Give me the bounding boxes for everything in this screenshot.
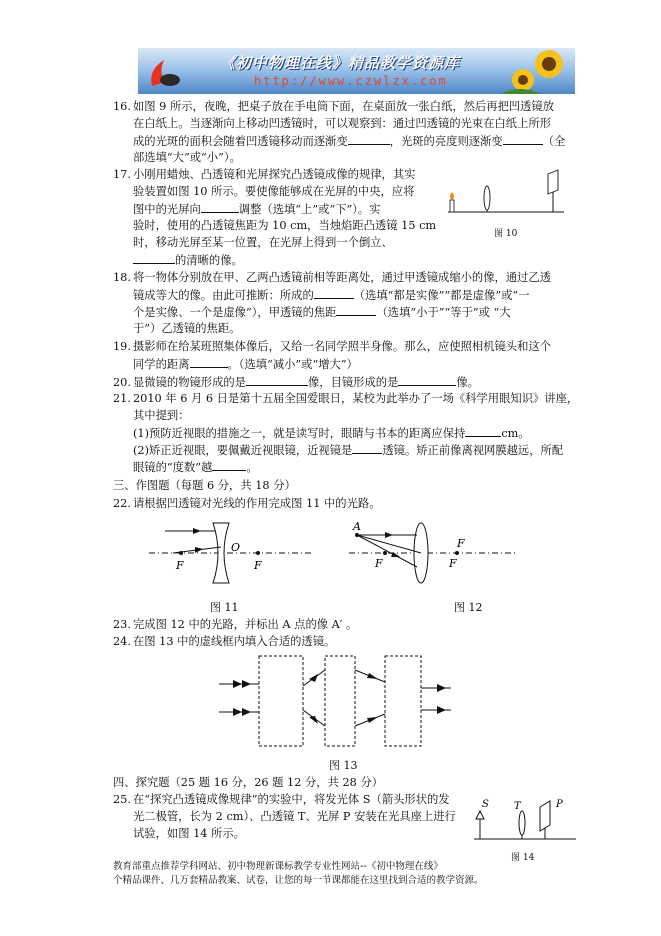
banner-url[interactable]: http://www.czwlzx.com xyxy=(254,74,448,88)
answer-blank[interactable] xyxy=(201,201,239,213)
q25-line2: 光二极管，长为 2 cm）、凸透镜 T、光屏 P 安装在光具座上进行 xyxy=(133,810,456,823)
q16-line3: 成的光斑的面积会随着凹透镜移动而逐渐变 ，光斑的亮度则逐渐变 （全 xyxy=(133,135,566,148)
figure-13-caption: 图 13 xyxy=(329,759,358,772)
figure-11-caption: 图 11 xyxy=(210,601,239,614)
q17-line4: 验时，使用的凸透镜焦距为 10 cm，当烛焰距凸透镜 15 cm xyxy=(133,219,437,232)
figure-13 xyxy=(215,652,455,752)
fig11-F1: F xyxy=(176,559,184,572)
answer-blank[interactable] xyxy=(398,374,456,386)
fig12-F2: F xyxy=(449,557,457,570)
q25-line3: 试验，如图 14 所示。 xyxy=(133,827,245,840)
q17-line5: 时，移动光屏至某一位置，在光屏上得到一个倒立、 xyxy=(133,236,393,249)
answer-blank[interactable] xyxy=(348,133,390,145)
answer-blank[interactable] xyxy=(314,287,354,299)
logo-icon xyxy=(144,52,184,90)
q18-line3: 个是实像、一个是虚像”），甲透镜的焦距 （选填“小于”“等于”或 “大 xyxy=(133,306,511,319)
q19-line1: 19. 摄影师在给某班照集体像后，又给一名同学照半身像。那么，应使照相机镜头和这个 xyxy=(113,340,551,353)
q17-line2: 验装置如图 10 所示。要使像能够成在光屏的中央，应将 xyxy=(133,185,415,198)
answer-blank[interactable] xyxy=(352,442,382,454)
section-4-title: 四、探究题（25 题 16 分，26 题 12 分，共 28 分） xyxy=(113,776,384,789)
fig12-F1: F xyxy=(375,557,383,570)
q24-line: 24. 在图 13 中的虚线框内填入合适的透镜。 xyxy=(113,635,336,648)
q25-line1: 25. 在“探究凸透镜成像规律”的实验中，将发光体 S（箭头形状的发 xyxy=(113,793,450,806)
q17-line3: 图中的光屏向 调整（选填“上”或“下”）。实 xyxy=(133,203,381,216)
answer-blank[interactable] xyxy=(503,133,543,145)
figure-14 xyxy=(470,795,580,850)
fig12-F3: F xyxy=(457,537,465,550)
fig14-S: S xyxy=(482,799,489,810)
fig11-F2: F xyxy=(254,559,262,572)
footer-line2: 个精品课件、几万套精品教案、试卷，让您的每一节课都能在这里找到合适的教学资源。 xyxy=(113,875,484,886)
q21-line2: 其中提到： xyxy=(133,409,190,422)
q18-line1: 18. 将一物体分别放在甲、乙两凸透镜前相等距离处，通过甲透镜成缩小的像，通过乙透 xyxy=(113,271,551,284)
fig12-A: A xyxy=(353,520,361,533)
section-3-title: 三、作图题（每题 6 分，共 18 分） xyxy=(113,479,296,492)
answer-blank[interactable] xyxy=(246,374,308,386)
figure-12 xyxy=(345,517,520,597)
fig14-P: P xyxy=(556,799,563,810)
sunflower-icon xyxy=(501,48,571,94)
q21-line4: (2)矫正近视眼，要佩戴近视眼镜，近视镜是 透镜。矫正前像离视网膜越远，所配 xyxy=(133,444,564,457)
answer-blank[interactable] xyxy=(212,459,246,471)
q21-line3: (1)预防近视眼的措施之一，就是读写时，眼睛与书本的距离应保持 cm。 xyxy=(133,427,530,440)
footer-line1: 教育部重点推荐学科网站、初中物理新课标教学专业性网站--《初中物理在线》 xyxy=(113,861,443,872)
fig14-T: T xyxy=(514,801,521,812)
figure-10 xyxy=(440,168,570,228)
answer-blank[interactable] xyxy=(133,252,175,264)
q22-line: 22. 请根据凹透镜对光线的作用完成图 11 中的光路。 xyxy=(113,497,381,510)
q23-line: 23. 完成图 12 中的光路，并标出 A 点的像 A′ 。 xyxy=(113,618,358,631)
figure-10-caption: 图 10 xyxy=(494,229,518,239)
answer-blank[interactable] xyxy=(465,425,501,437)
q16-line4: 部选填“大”或“小”）。 xyxy=(133,151,241,164)
q16-line2: 在白纸上。当逐渐向上移动凹透镜时，可以观察到：通过凹透镜的光束在白纸上所形 xyxy=(133,117,551,130)
figure-11 xyxy=(145,517,315,597)
banner-title: 《初中物理在线》精品教学资源库 xyxy=(220,54,461,72)
header-banner xyxy=(138,48,575,94)
figure-14-caption: 图 14 xyxy=(511,853,535,863)
q21-line1: 21. 2010 年 6 月 6 日是第十五届全国爱眼日，某校为此举办了一场《科学用眼知识》讲座， xyxy=(113,392,579,405)
q21-line5: 眼镜的“度数”越 。 xyxy=(133,461,258,474)
q18-line4: 于”）乙透镜的焦距。 xyxy=(133,322,241,335)
fig11-O: O xyxy=(231,541,241,554)
q20-line: 20. 显微镜的物镜形成的是 像，目镜形成的是 像。 xyxy=(113,376,479,389)
q17-line1: 17. 小刚用蜡烛、凸透镜和光屏探究凸透镜成像的规律，其实 xyxy=(113,168,416,181)
q18-line2: 镜成等大的像。由此可推断：所成的 （选填“都是实像”“都是虚像”或“一 xyxy=(133,289,530,302)
q17-line6: 的清晰的像。 xyxy=(133,252,243,268)
answer-blank[interactable] xyxy=(190,356,228,368)
answer-blank[interactable] xyxy=(336,304,376,316)
q19-line2: 同学的距离 。（选填“减小”或“增大”） xyxy=(133,358,358,371)
figure-12-caption: 图 12 xyxy=(454,601,483,614)
q16-line1: 16. 如图 9 所示，夜晚，把桌子放在手电筒下面，在桌面放一张白纸，然后再把凹透镜放 xyxy=(113,100,555,113)
